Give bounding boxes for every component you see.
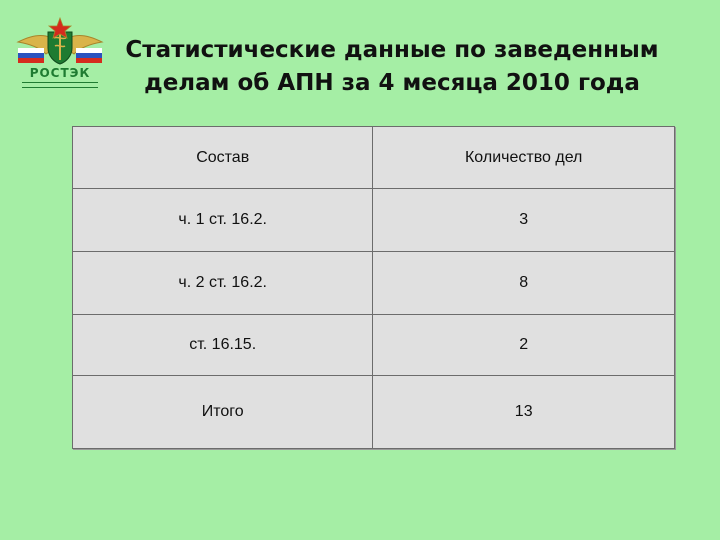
- table-row: [73, 189, 675, 252]
- table-total-row: [73, 376, 675, 449]
- logo-text: РОСТЭК: [29, 66, 91, 80]
- customs-emblem-logo: [12, 14, 108, 96]
- row-count-cell: 3: [373, 189, 675, 252]
- header-cell-case-count: Количество дел: [373, 127, 675, 189]
- total-label-cell: Итого: [73, 376, 373, 449]
- page-title: [108, 34, 676, 100]
- row-composition-cell: ч. 1 ст. 16.2.: [73, 189, 373, 252]
- row-composition-cell: ст. 16.15.: [73, 315, 373, 376]
- row-count-cell: 2: [373, 315, 675, 376]
- header-cell-composition: Состав: [73, 127, 373, 189]
- table-row: [73, 315, 675, 376]
- table-row: [73, 252, 675, 315]
- statistics-table: [72, 126, 675, 449]
- title-line-2: делам об АПН за 4 месяца 2010 года: [144, 70, 640, 96]
- row-count-cell: 8: [373, 252, 675, 315]
- total-value-cell: 13: [373, 376, 675, 449]
- table-header-row: [73, 127, 675, 189]
- title-line-1: Статистические данные по заведенным: [125, 37, 659, 63]
- logo-underline: [22, 82, 98, 88]
- row-composition-cell: ч. 2 ст. 16.2.: [73, 252, 373, 315]
